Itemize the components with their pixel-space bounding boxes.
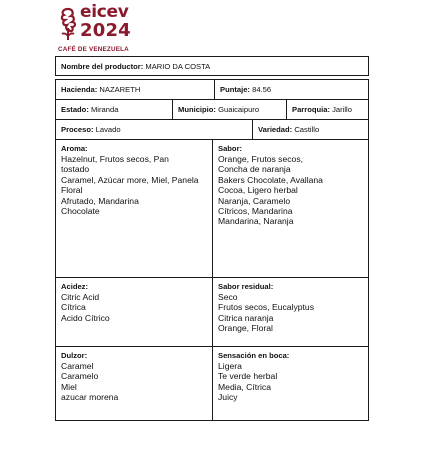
sensacion-cell [213, 347, 370, 420]
acidez-item: Citric Acid [61, 292, 100, 302]
puntaje-label: Puntaje: [220, 85, 250, 94]
sensacion-item: Ligera [218, 361, 242, 371]
acidez-residual-row [55, 277, 369, 346]
producer-field [56, 57, 370, 75]
sabor-item: Mandarina, Naranja [218, 216, 294, 227]
aroma-label: Aroma: [61, 144, 88, 153]
logo-subtitle: CAFÉ DE VENEZUELA [58, 46, 129, 53]
parroquia-field [287, 100, 370, 119]
sabor-item: Bakers Chocolate, Avallana [218, 174, 323, 185]
dulzor-item: Miel [61, 381, 77, 392]
hacienda-row [55, 79, 369, 99]
aroma-item: Floral [61, 185, 83, 196]
aroma-item: Afrutado, Mandarina [61, 195, 139, 206]
estado-field [56, 100, 172, 119]
eicev-logo [58, 4, 138, 56]
estado-value: Miranda [90, 105, 119, 114]
sabor-item: Cítricos, Mandarina [218, 206, 293, 217]
sabor-residual-item: Frutos secos, Eucalyptus [218, 302, 315, 313]
aroma-item: tostado [61, 164, 90, 175]
aroma-item: Chocolate [61, 206, 100, 217]
sabor-cell [213, 140, 370, 277]
dulzor-item: azucar morena [61, 392, 119, 403]
proceso-value: Lavado [95, 125, 121, 134]
dulzor-item: Caramelo [61, 371, 99, 382]
sabor-item: Concha de naranja [218, 164, 291, 175]
producer-row [55, 56, 369, 76]
sabor-residual-item: Orange, Floral [218, 323, 273, 334]
hacienda-value: NAZARETH [99, 85, 141, 94]
dulzor-cell [56, 347, 212, 420]
acidez-item: Cítrica [61, 302, 86, 313]
aroma-item: Caramel, Azúcar more, Miel, Panela [61, 174, 199, 185]
aroma-sabor-row [55, 139, 369, 277]
coffee-profile-form [55, 56, 369, 421]
municipio-field [173, 100, 286, 119]
parroquia-label: Parroquia: [292, 105, 330, 114]
logo-name: eicev [80, 2, 129, 22]
parroquia-value: Jarillo [332, 105, 352, 114]
municipio-value: Guaicaipuro [218, 105, 260, 114]
coffee-branch-icon [58, 6, 78, 42]
aroma-cell [56, 140, 212, 277]
producer-label: Nombre del productor: [61, 62, 144, 71]
aroma-item: Hazelnut, Frutos secos, Pan [61, 154, 169, 164]
location-row [55, 99, 369, 119]
dulzor-label: Dulzor: [61, 351, 88, 360]
sensacion-item: Media, Cítrica [218, 381, 272, 392]
hacienda-field [56, 80, 214, 99]
proceso-label: Proceso: [61, 125, 94, 134]
producer-value: MARIO DA COSTA [145, 62, 211, 71]
acidez-item: Acido Cítrico [61, 312, 110, 323]
acidez-cell [56, 278, 212, 346]
sabor-item: Cocoa, Ligero herbal [218, 185, 298, 196]
sensacion-item: Te verde herbal [218, 371, 278, 382]
sabor-residual-cell [213, 278, 370, 346]
hacienda-label: Hacienda: [61, 85, 98, 94]
sabor-label: Sabor: [218, 144, 243, 153]
sensacion-item: Juicy [218, 392, 238, 403]
variedad-label: Variedad: [258, 125, 293, 134]
logo-year: 2024 [80, 20, 131, 41]
estado-label: Estado: [61, 105, 89, 114]
sabor-residual-item: Seco [218, 292, 238, 302]
sensacion-label: Sensación en boca: [218, 351, 290, 360]
process-row [55, 119, 369, 139]
proceso-field [56, 120, 252, 139]
sabor-item: Naranja, Caramelo [218, 195, 291, 206]
sabor-residual-item: Citrica naranja [218, 312, 274, 323]
municipio-label: Municipio: [178, 105, 216, 114]
dulzor-item: Caramel [61, 361, 94, 371]
dulzor-sensacion-row [55, 346, 369, 421]
acidez-label: Acidez: [61, 282, 89, 291]
puntaje-value: 84.56 [252, 85, 272, 94]
sabor-residual-label: Sabor residual: [218, 282, 274, 291]
variedad-value: Castillo [294, 125, 320, 134]
puntaje-field [215, 80, 370, 99]
logo-wordmark [80, 4, 131, 40]
variedad-field [253, 120, 370, 139]
sabor-item: Orange, Frutos secos, [218, 154, 304, 164]
